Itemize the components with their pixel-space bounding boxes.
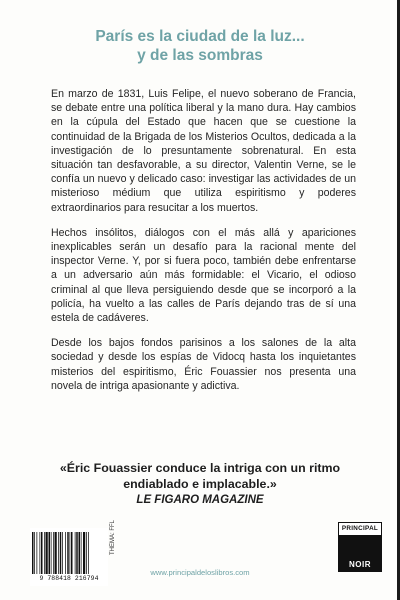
isbn-number: 9 788418 216794 — [39, 575, 99, 582]
thema-code: THEMA: FFL — [110, 519, 116, 555]
quote-line-2: endiablado e implacable.» — [123, 477, 277, 491]
synopsis — [51, 87, 356, 404]
logo-noir: NOIR — [338, 558, 382, 572]
logo-block — [338, 536, 382, 558]
publisher-logo — [338, 522, 382, 576]
quote-line-1: «Éric Fouassier conduce la intriga con un ritmo — [59, 461, 341, 475]
synopsis-paragraph-3: Desde los bajos fondos parisinos a los salones de la alta sociedad y desde los espías de Vidocq hasta los inquietantes misterios del espiritismo, Éric Fouassier nos presenta una novela de intriga apasionante y adictiva. — [51, 337, 356, 392]
isbn-barcode — [30, 528, 108, 586]
heading-line-1: París es la ciudad de la luz... — [95, 28, 305, 45]
publisher-website[interactable]: www.principaldeloslibros.com — [150, 568, 250, 577]
quote-source: LE FIGARO MAGAZINE — [136, 494, 264, 506]
synopsis-paragraph-2: Hechos insólitos, diálogos con el más allá y apariciones inexplicables serán un desafío para la racional mente del inspector Verne. Y, por si fuera poco, también debe enfrentarse a un adversario aún más formidable: el Vicario, el odioso criminal al que lleva persiguiendo desde que se incorporó a la policía, ha vuelto a las calles de París dejando tras de sí una estela de cadáveres. — [51, 226, 356, 325]
press-quote — [40, 460, 360, 508]
logo-principal: PRINCIPAL — [338, 522, 382, 536]
back-cover-heading — [0, 27, 400, 65]
heading-line-2: y de las sombras — [137, 47, 263, 64]
synopsis-paragraph-1: En marzo de 1831, Luis Felipe, el nuevo soberano de Francia, se debate entre una política liberal y la mano dura. Hay cambios en la cúpula del Estado que hacen que se cuestione la continuidad de la Brigada de los Misterios Ocultos, dedicada a la investigación de lo presuntamente sobrenatural. En esta situación tan desfavorable, a su director, Valentin Verne, se le confía un nuevo y delicado caso: investigar las actividades de un misterioso médium que utiliza espiritismo y poderes extraordinarios para resucitar a los muertos. — [51, 88, 356, 214]
